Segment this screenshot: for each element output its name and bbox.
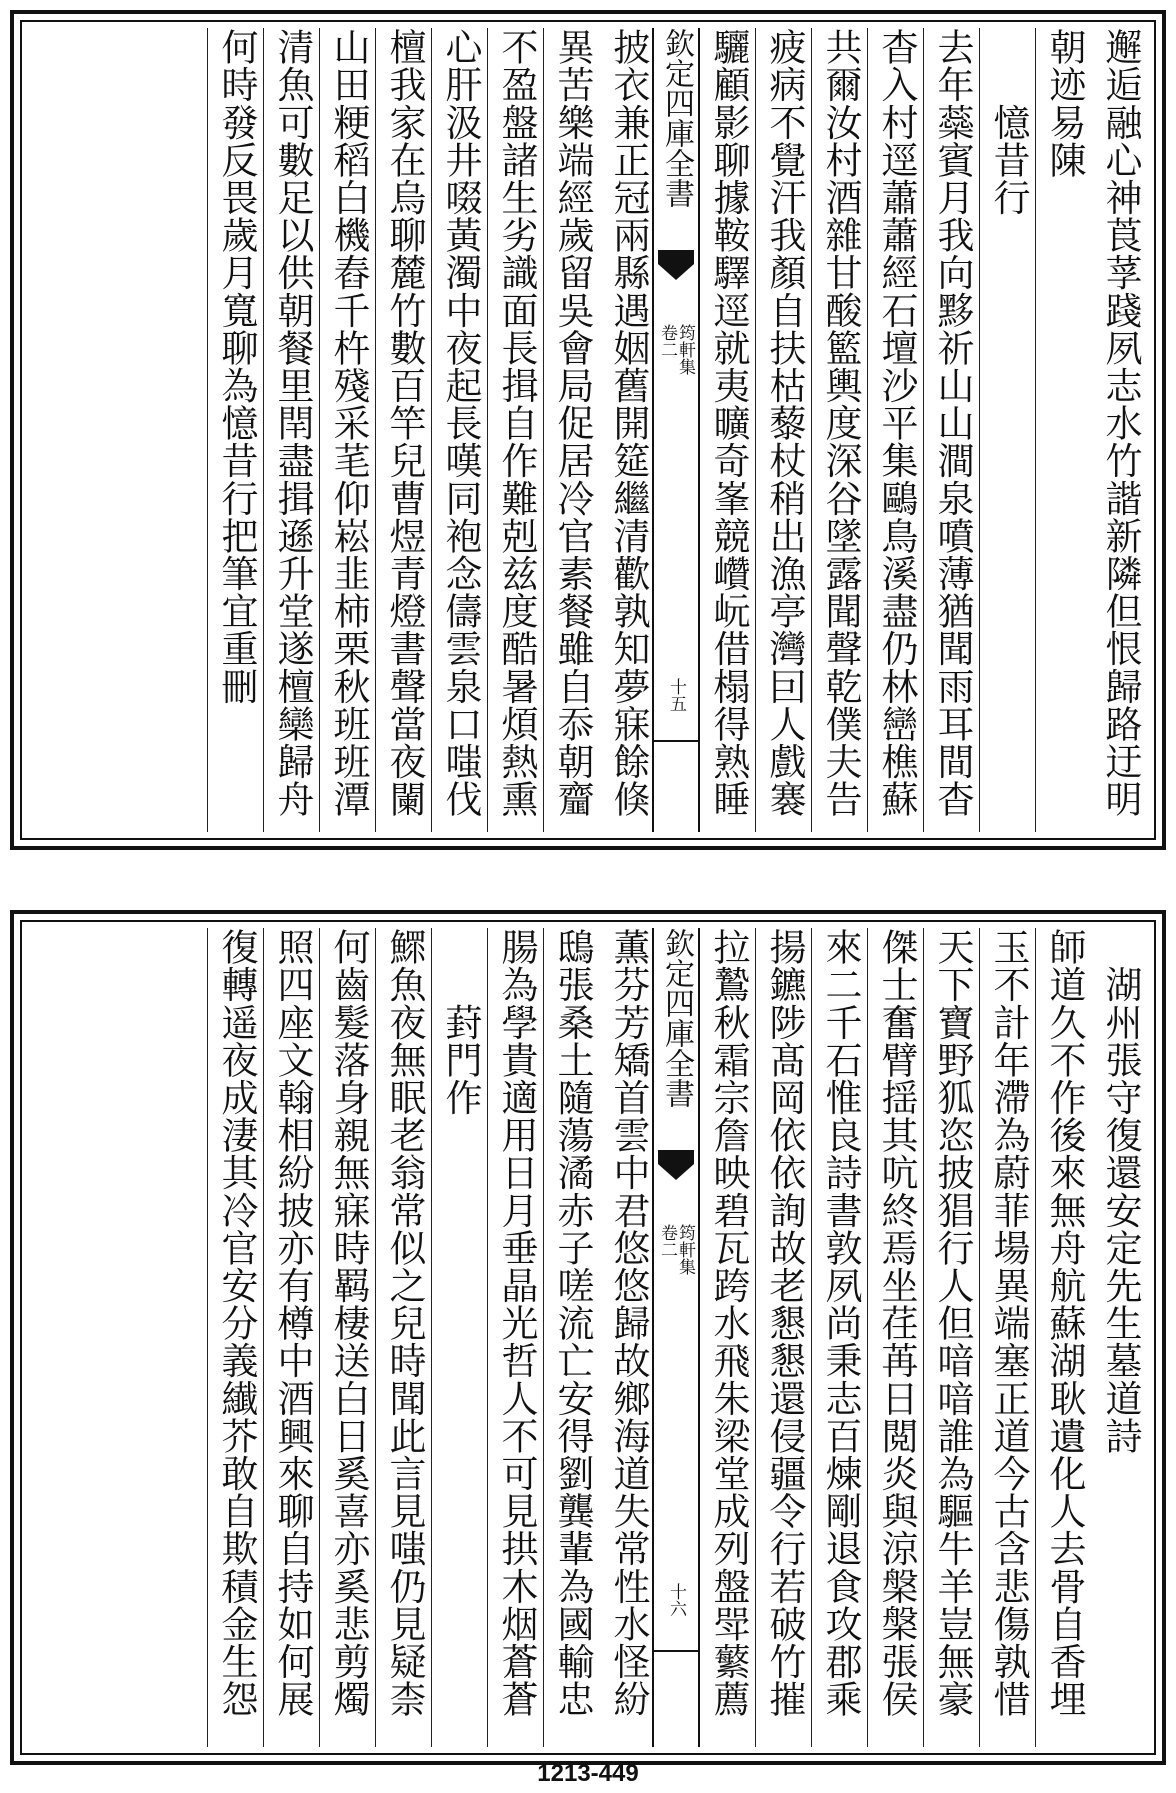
fold-rule: [654, 1650, 698, 1652]
fold-rule: [654, 740, 698, 742]
text-column: 鰥魚夜無眠老翁常似之兒時聞此言見嗤仍見疑柰: [375, 928, 432, 1747]
volume-label: 卷二: [657, 1224, 677, 1258]
text-column: 腸為學貴適用日月垂晶光哲人不可見拱木烟蒼蒼: [487, 928, 544, 1747]
text-column: 不盈盤諸生劣識面長揖自作難剋兹度酷暑煩熱熏: [487, 28, 544, 832]
page-number: 十五: [666, 678, 686, 712]
text-column: 杳入村逕蕭蕭經石壇沙平集鷗鳥溪盡仍林巒樵蘇: [867, 28, 924, 832]
text-column: 何時發反畏歲月寬聊為憶昔行把筆宜重刪: [207, 28, 264, 832]
text-column: 傑士奮臂揺其吭終焉坐荏苒日閲炎與涼槃槃張侯: [867, 928, 924, 1747]
text-column: 天下寶野狐恣披猖行人但喑喑誰為驅牛羊豈無豪: [923, 928, 980, 1747]
text-column: 共爾汝村酒雜甘酸籃輿度深谷墜露聞聲乾僕夫告: [811, 28, 868, 832]
page-footer-number: 1213-449: [537, 1760, 639, 1787]
center-fold: [652, 28, 700, 832]
book-title: 筠軒集: [675, 1224, 695, 1275]
volume-label: 卷二: [657, 324, 677, 358]
book-title: 筠軒集: [675, 324, 695, 375]
collection-title: 欽定四庫全書: [659, 928, 694, 1108]
poem-title: 憶昔行: [979, 28, 1036, 832]
poem-title: 葑門作: [431, 928, 488, 1747]
text-column: 披衣兼正冠兩縣遇姻舊開筵繼清歡孰知夢寐餘倏: [607, 28, 650, 818]
text-column: 清魚可數足以供朝餐里閈盡揖遜升堂遂檀欒歸舟: [263, 28, 320, 832]
text-column: 玉不計年滯為蔚菲場異端塞正道今古含悲傷孰惜: [979, 928, 1036, 1747]
page-upper: [10, 10, 1166, 850]
text-column: 邂逅融心神莨莩踐夙志水竹諧新隣但恨歸路迂明: [1099, 28, 1142, 818]
text-column: 拉鷙秋霜宗詹映碧瓦跨水飛朱梁堂成列盤斝蘩薦: [699, 928, 756, 1747]
text-column: 薫芬芳矯首雲中君悠悠歸故鄉海道失常性水怪紛: [607, 928, 650, 1718]
fishtail-mark: [658, 1150, 694, 1186]
text-column: 異苦樂端經歲留吳會局促居冷官素餐雖自忝朝齏: [543, 28, 600, 832]
page-number: 十六: [666, 1583, 686, 1617]
text-column: 復轉遥夜成淒其冷官安分義纎芥敢自欺積金生怨: [207, 928, 264, 1747]
text-column: 山田粳稻白機舂千杵殘采芼仰崧韭柿栗秋班班潭: [319, 28, 376, 832]
text-column: 疲病不覺汗我顏自扶枯藜杖稍出漁亭灣囙人戲褰: [755, 28, 812, 832]
text-column: 去年蘂賓月我向黟祈山山澗泉噴薄猶聞雨耳間杳: [923, 28, 980, 832]
text-column: 照四座文翰相紛披亦有樽中酒興來聊自持如何展: [263, 928, 320, 1747]
text-column: 驪顧影聊據鞍驛逕就夷曠奇峯競巑岏借榻得熟睡: [699, 28, 756, 832]
center-fold: [652, 928, 700, 1747]
text-column: 檀我家在烏聊麓竹數百竿兒曹煜青燈書聲當夜闌: [375, 28, 432, 832]
poem-title: 湖州張守復還安定先生墓道詩: [1099, 928, 1142, 1455]
text-column: 揚鑣陟髙岡依依詢故老懇懇還侵疆令行若破竹摧: [755, 928, 812, 1747]
text-column: 師道久不作後來無舟航蘇湖耿遺化人去骨自香埋: [1035, 928, 1092, 1747]
fishtail-mark: [658, 250, 694, 286]
collection-title: 欽定四庫全書: [659, 28, 694, 208]
text-column: 來二千石惟良詩書敦夙尚秉志百煉剛退食攻郡乘: [811, 928, 868, 1747]
text-column: 何齒髮落身親無寐時羁棲送白日奚喜亦奚悲剪燭: [319, 928, 376, 1747]
text-column: 鴟張桑土隨蕩潏赤子嗟流亡安得劉龔輩為國輸忠: [543, 928, 600, 1747]
text-column: 朝迹易陳: [1035, 28, 1092, 832]
page-lower: [10, 910, 1166, 1765]
text-column: 心肝汲井啜黃濁中夜起長嘆同袍念儔雲泉口嗤伐: [431, 28, 488, 832]
